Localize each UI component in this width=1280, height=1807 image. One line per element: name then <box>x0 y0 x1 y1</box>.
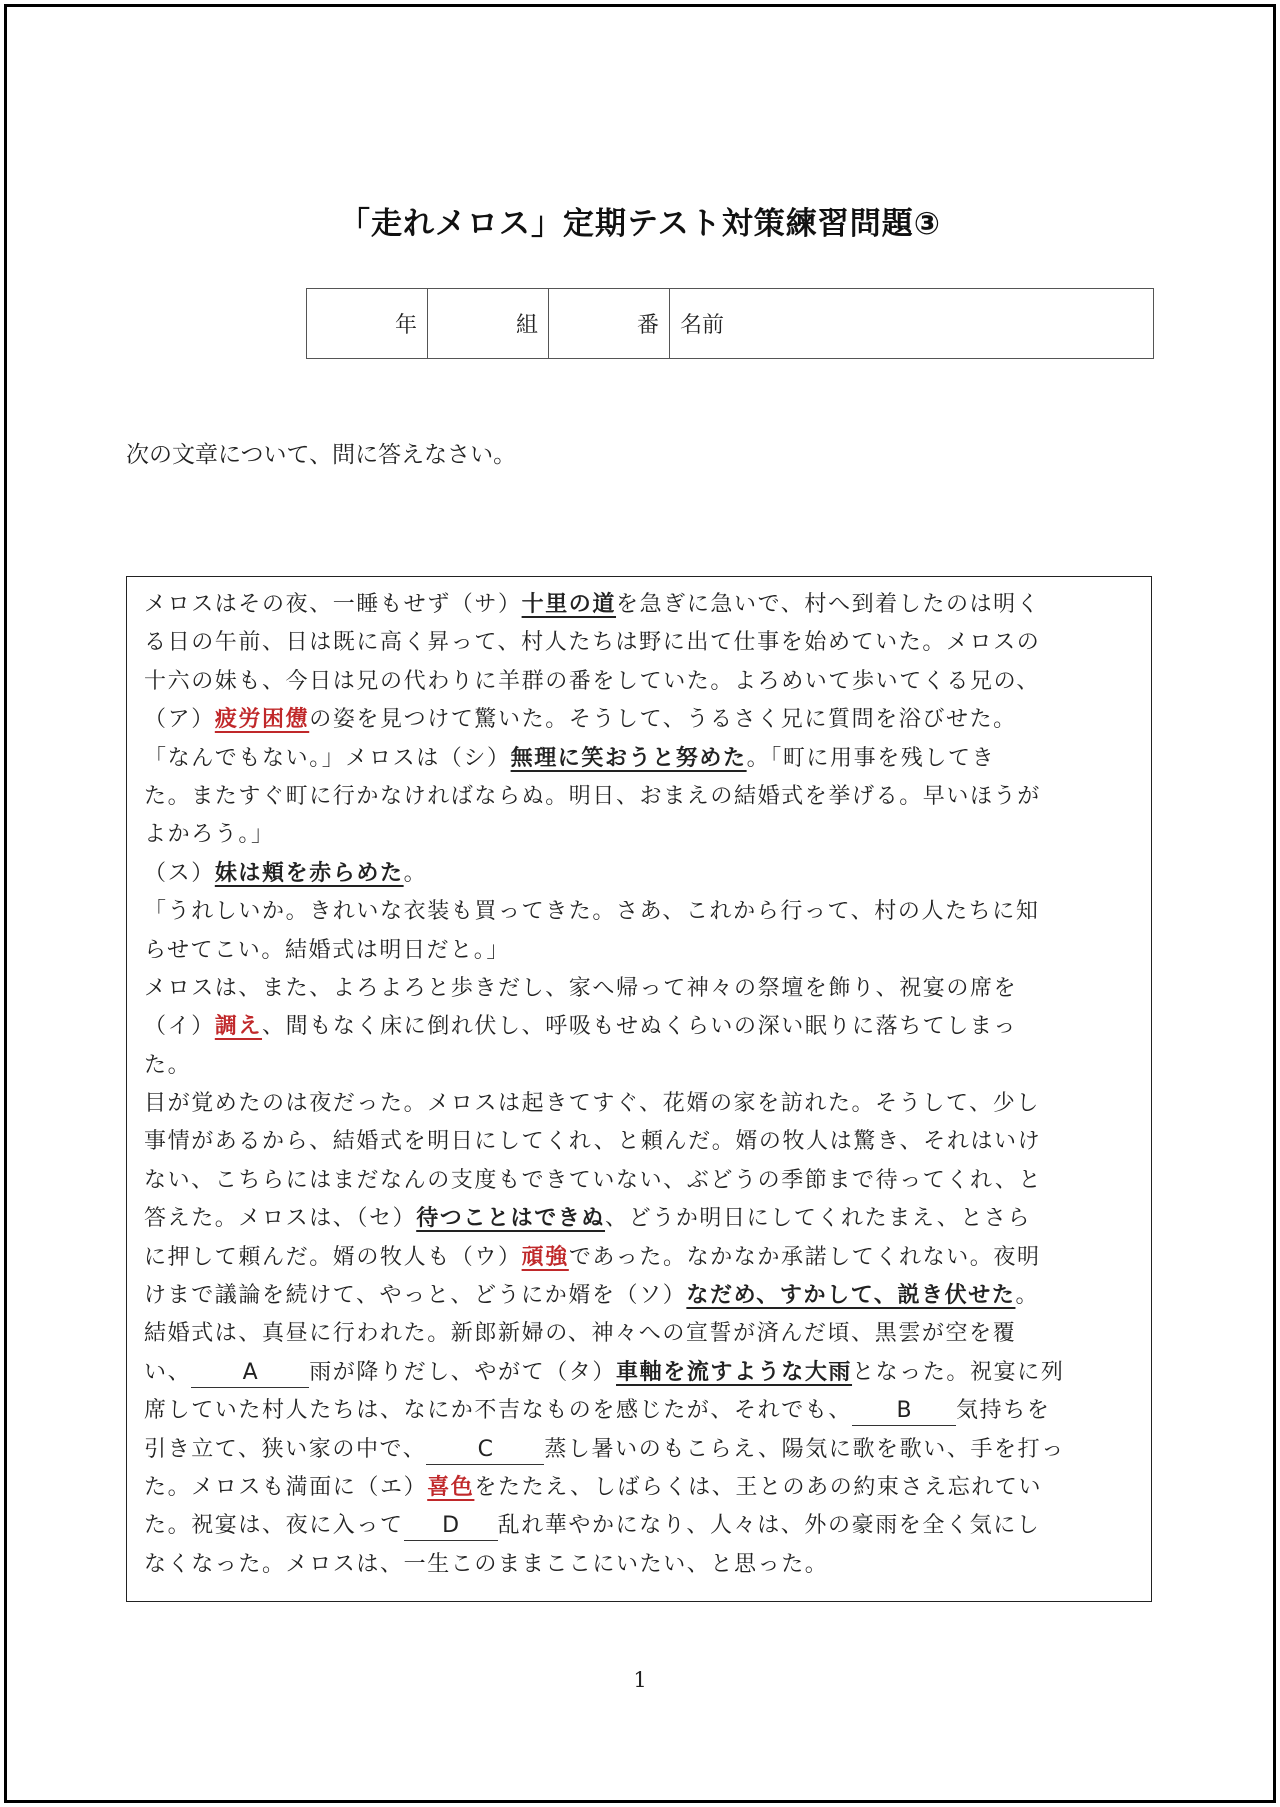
passage-line: た。 <box>144 1052 192 1078</box>
name-field[interactable]: 名前 <box>670 289 1154 359</box>
text: た。祝宴は、夜に入って <box>144 1513 404 1539</box>
passage-line <box>144 1200 1135 1238</box>
vocab-word-e: 喜色 <box>427 1474 475 1500</box>
text: となった。祝宴に列 <box>852 1359 1065 1385</box>
underlined-phrase-su: 妹は頬を赤らめた <box>214 860 404 886</box>
text: た。メロスも満面に（エ） <box>144 1474 428 1500</box>
text: 、どうか明日にしてくれたまえ、とさら <box>605 1206 1032 1232</box>
passage-line: 目が覚めたのは夜だった。メロスは起きてすぐ、花婿の家を訪れた。そうして、少し <box>144 1091 1040 1117</box>
text: 気持ちを <box>956 1398 1051 1424</box>
passage-line: る日の午前、日は既に高く昇って、村人たちは野に出て仕事を始めていた。メロスの <box>144 630 1041 656</box>
text: （ス） <box>144 860 215 886</box>
passage-line <box>144 1507 1135 1545</box>
passage-line <box>144 1354 1135 1392</box>
text: 。 <box>1015 1283 1040 1309</box>
page-number: 1 <box>633 1668 647 1692</box>
passage-line: メロスは、また、よろよろと歩きだし、家へ帰って神々の祭壇を飾り、祝宴の席を <box>144 975 1018 1001</box>
passage-line <box>144 1239 1135 1277</box>
passage-line <box>144 1008 1135 1046</box>
text: 答えた。メロスは、（セ） <box>144 1206 417 1232</box>
text: 乱れ華やかになり、人々は、外の豪雨を全く気にし <box>497 1513 1041 1539</box>
vocab-word-i: 調え <box>214 1014 263 1040</box>
passage-line <box>144 1392 1135 1430</box>
passage-line: 結婚式は、真昼に行われた。新郎新婦の、神々への宣誓が済んだ頃、黒雲が空を覆 <box>144 1321 1017 1347</box>
passage-line: なくなった。メロスは、一生このままここにいたい、と思った。 <box>144 1551 829 1577</box>
blank-a[interactable]: A <box>191 1359 309 1388</box>
text: に押して頼んだ。婿の牧人も（ウ） <box>144 1244 522 1270</box>
underlined-phrase-so: なだめ、すかして、説き伏せた <box>686 1283 1016 1309</box>
passage-line <box>144 855 1135 893</box>
text: （ア） <box>144 707 215 733</box>
student-info-table <box>306 288 1154 359</box>
text: 雨が降りだし、やがて（タ） <box>309 1359 617 1385</box>
underlined-phrase-ta: 車軸を流すような大雨 <box>616 1359 853 1385</box>
text: 蒸し暑いのもこらえ、陽気に歌を歌い、手を打っ <box>544 1436 1065 1462</box>
passage-line <box>144 701 1135 739</box>
page-title: 「走れメロス」定期テスト対策練習問題③ <box>338 206 941 242</box>
passage-line: らせてこい。結婚式は明日だと。」 <box>144 937 510 963</box>
number-field[interactable]: 番 <box>549 289 670 359</box>
text: をたたえ、しばらくは、王とのあの約束さえ忘れてい <box>474 1474 1043 1500</box>
passage-line <box>144 1469 1135 1507</box>
text: 。「町に用事を残してき <box>746 745 996 771</box>
text: の姿を見つけて驚いた。そうして、うるさく兄に質問を浴びせた。 <box>309 707 1017 733</box>
passage-box <box>126 576 1152 1602</box>
blank-c[interactable]: C <box>426 1436 544 1465</box>
text: けまで議論を続けて、やっと、どうにか婿を（ソ） <box>144 1283 687 1309</box>
instruction-text: 次の文章について、問に答えなさい。 <box>126 442 517 468</box>
text: 。 <box>403 860 428 886</box>
text: 、間もなく床に倒れ伏し、呼吸もせぬくらいの深い眠りに落ちてしまっ <box>262 1014 1017 1040</box>
text: であった。なかなか承諾してくれない。夜明 <box>568 1244 1041 1270</box>
blank-b[interactable]: B <box>852 1397 956 1426</box>
passage-line: 「うれしいか。きれいな衣装も買ってきた。さあ、これから行って、村の人たちに知 <box>144 899 1040 925</box>
passage-line: ない、こちらにはまだなんの支度もできていない、ぶどうの季節まで待ってくれ、と <box>144 1167 1043 1193</box>
blank-d[interactable]: D <box>404 1512 498 1541</box>
text: 引き立て、狭い家の中で、 <box>144 1436 427 1462</box>
underlined-phrase-shi: 無理に笑おうと努めた <box>510 745 747 771</box>
passage-line <box>144 1431 1135 1469</box>
passage-line: よかろう。」 <box>144 822 275 848</box>
text: い、 <box>144 1359 192 1385</box>
text: を急ぎに急いで、村へ到着したのは明く <box>616 592 1041 617</box>
underlined-phrase-sa: 十里の道 <box>521 592 617 617</box>
passage-line <box>144 740 1135 778</box>
passage-line <box>144 1277 1135 1315</box>
vocab-word-a: 疲労困憊 <box>214 707 310 733</box>
text: 「なんでもない。」メロスは（シ） <box>144 745 511 771</box>
vocab-word-u: 頑強 <box>521 1244 569 1270</box>
underlined-phrase-se: 待つことはできぬ <box>416 1206 606 1232</box>
passage-line: 事情があるから、結婚式を明日にしてくれ、と頼んだ。婿の牧人は驚き、それはいけ <box>144 1129 1042 1155</box>
text: 席していた村人たちは、なにか不吉なものを感じたが、それでも、 <box>144 1398 853 1424</box>
class-field[interactable]: 組 <box>428 289 549 359</box>
passage-line: た。またすぐ町に行かなければならぬ。明日、おまえの結婚式を挙げる。早いほうが <box>144 783 1041 809</box>
text: （イ） <box>144 1014 215 1040</box>
passage-line <box>144 586 1135 624</box>
year-field[interactable]: 年 <box>307 289 428 359</box>
text: メロスはその夜、一睡もせず（サ） <box>144 592 522 617</box>
passage-line: 十六の妹も、今日は兄の代わりに羊群の番をしていた。よろめいて歩いてくる兄の、 <box>144 668 1040 694</box>
